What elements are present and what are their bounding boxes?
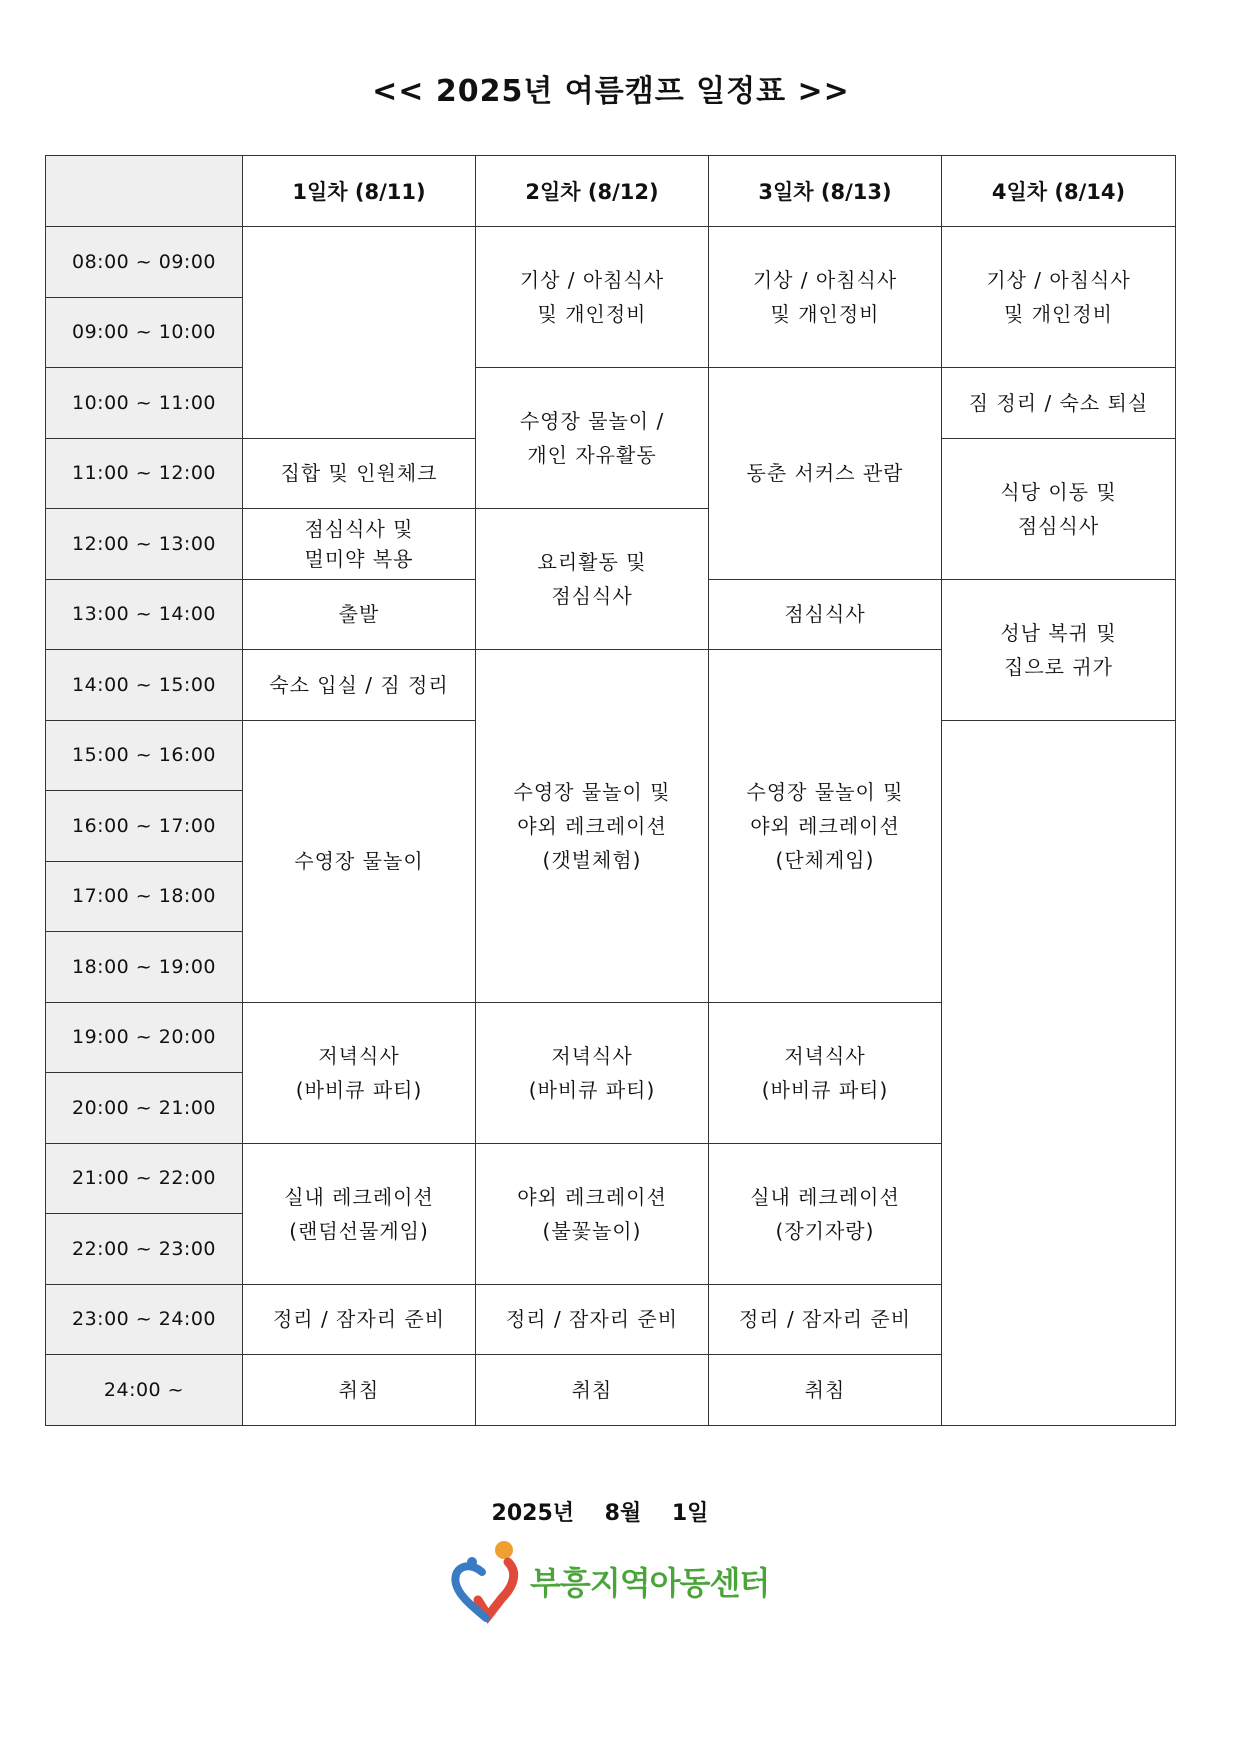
time-cell: 21:00 ~ 22:00 [46, 1143, 243, 1214]
time-cell: 20:00 ~ 21:00 [46, 1073, 243, 1144]
activity-cell: 저녁식사 (바비큐 파티) [476, 1002, 709, 1143]
table-row [46, 368, 1176, 439]
logo-text: 부흥지역아동센터 [530, 1564, 770, 1602]
activity-cell: 취침 [243, 1355, 476, 1426]
activity-cell: 점심식사 [709, 579, 942, 650]
activity-cell: 출발 [243, 579, 476, 650]
activity-cell [243, 227, 476, 439]
time-cell: 22:00 ~ 23:00 [46, 1214, 243, 1285]
table-row [46, 227, 1176, 298]
time-cell: 14:00 ~ 15:00 [46, 650, 243, 721]
activity-cell: 요리활동 및 점심식사 [476, 509, 709, 650]
activity-cell: 기상 / 아침식사 및 개인정비 [709, 227, 942, 368]
time-cell: 08:00 ~ 09:00 [46, 227, 243, 298]
heart-figure-icon [448, 1538, 528, 1628]
activity-cell: 식당 이동 및 점심식사 [942, 438, 1176, 579]
header-day1: 1일차 (8/11) [243, 156, 476, 227]
time-cell: 23:00 ~ 24:00 [46, 1284, 243, 1355]
activity-cell: 실내 레크레이션 (랜덤선물게임) [243, 1143, 476, 1284]
time-cell: 24:00 ~ [46, 1355, 243, 1426]
activity-cell: 숙소 입실 / 짐 정리 [243, 650, 476, 721]
activity-cell: 정리 / 잠자리 준비 [476, 1284, 709, 1355]
document-date: 2025년 8월 1일 [491, 1501, 709, 1526]
time-cell: 17:00 ~ 18:00 [46, 861, 243, 932]
time-cell: 09:00 ~ 10:00 [46, 297, 243, 368]
activity-cell: 기상 / 아침식사 및 개인정비 [476, 227, 709, 368]
activity-cell: 실내 레크레이션 (장기자랑) [709, 1143, 942, 1284]
time-cell: 12:00 ~ 13:00 [46, 509, 243, 580]
time-cell: 13:00 ~ 14:00 [46, 579, 243, 650]
activity-cell: 취침 [709, 1355, 942, 1426]
time-cell: 11:00 ~ 12:00 [46, 438, 243, 509]
activity-cell: 기상 / 아침식사 및 개인정비 [942, 227, 1176, 368]
time-cell: 10:00 ~ 11:00 [46, 368, 243, 439]
activity-cell: 수영장 물놀이 및 야외 레크레이션 (단체게임) [709, 650, 942, 1003]
activity-cell: 저녁식사 (바비큐 파티) [243, 1002, 476, 1143]
page-title: << 2025년 여름캠프 일정표 >> [372, 74, 850, 109]
activity-cell: 동춘 서커스 관람 [709, 368, 942, 580]
header-day2: 2일차 (8/12) [476, 156, 709, 227]
activity-cell: 점심식사 및 멀미약 복용 [243, 509, 476, 580]
activity-cell: 정리 / 잠자리 준비 [709, 1284, 942, 1355]
activity-cell: 집합 및 인원체크 [243, 438, 476, 509]
schedule-table [45, 155, 1176, 1426]
time-cell: 16:00 ~ 17:00 [46, 791, 243, 862]
header-corner [46, 156, 243, 227]
activity-cell: 짐 정리 / 숙소 퇴실 [942, 368, 1176, 439]
activity-cell: 수영장 물놀이 [243, 720, 476, 1002]
activity-cell: 성남 복귀 및 집으로 귀가 [942, 579, 1176, 720]
activity-cell: 수영장 물놀이 / 개인 자유활동 [476, 368, 709, 509]
activity-cell: 취침 [476, 1355, 709, 1426]
header-day4: 4일차 (8/14) [942, 156, 1176, 227]
time-cell: 15:00 ~ 16:00 [46, 720, 243, 791]
activity-cell: 야외 레크레이션 (불꽃놀이) [476, 1143, 709, 1284]
activity-cell [942, 720, 1176, 1425]
center-logo [448, 1538, 778, 1628]
activity-cell: 저녁식사 (바비큐 파티) [709, 1002, 942, 1143]
activity-cell: 수영장 물놀이 및 야외 레크레이션 (갯벌체험) [476, 650, 709, 1003]
time-cell: 18:00 ~ 19:00 [46, 932, 243, 1003]
time-cell: 19:00 ~ 20:00 [46, 1002, 243, 1073]
activity-cell: 정리 / 잠자리 준비 [243, 1284, 476, 1355]
header-row [46, 156, 1176, 227]
header-day3: 3일차 (8/13) [709, 156, 942, 227]
